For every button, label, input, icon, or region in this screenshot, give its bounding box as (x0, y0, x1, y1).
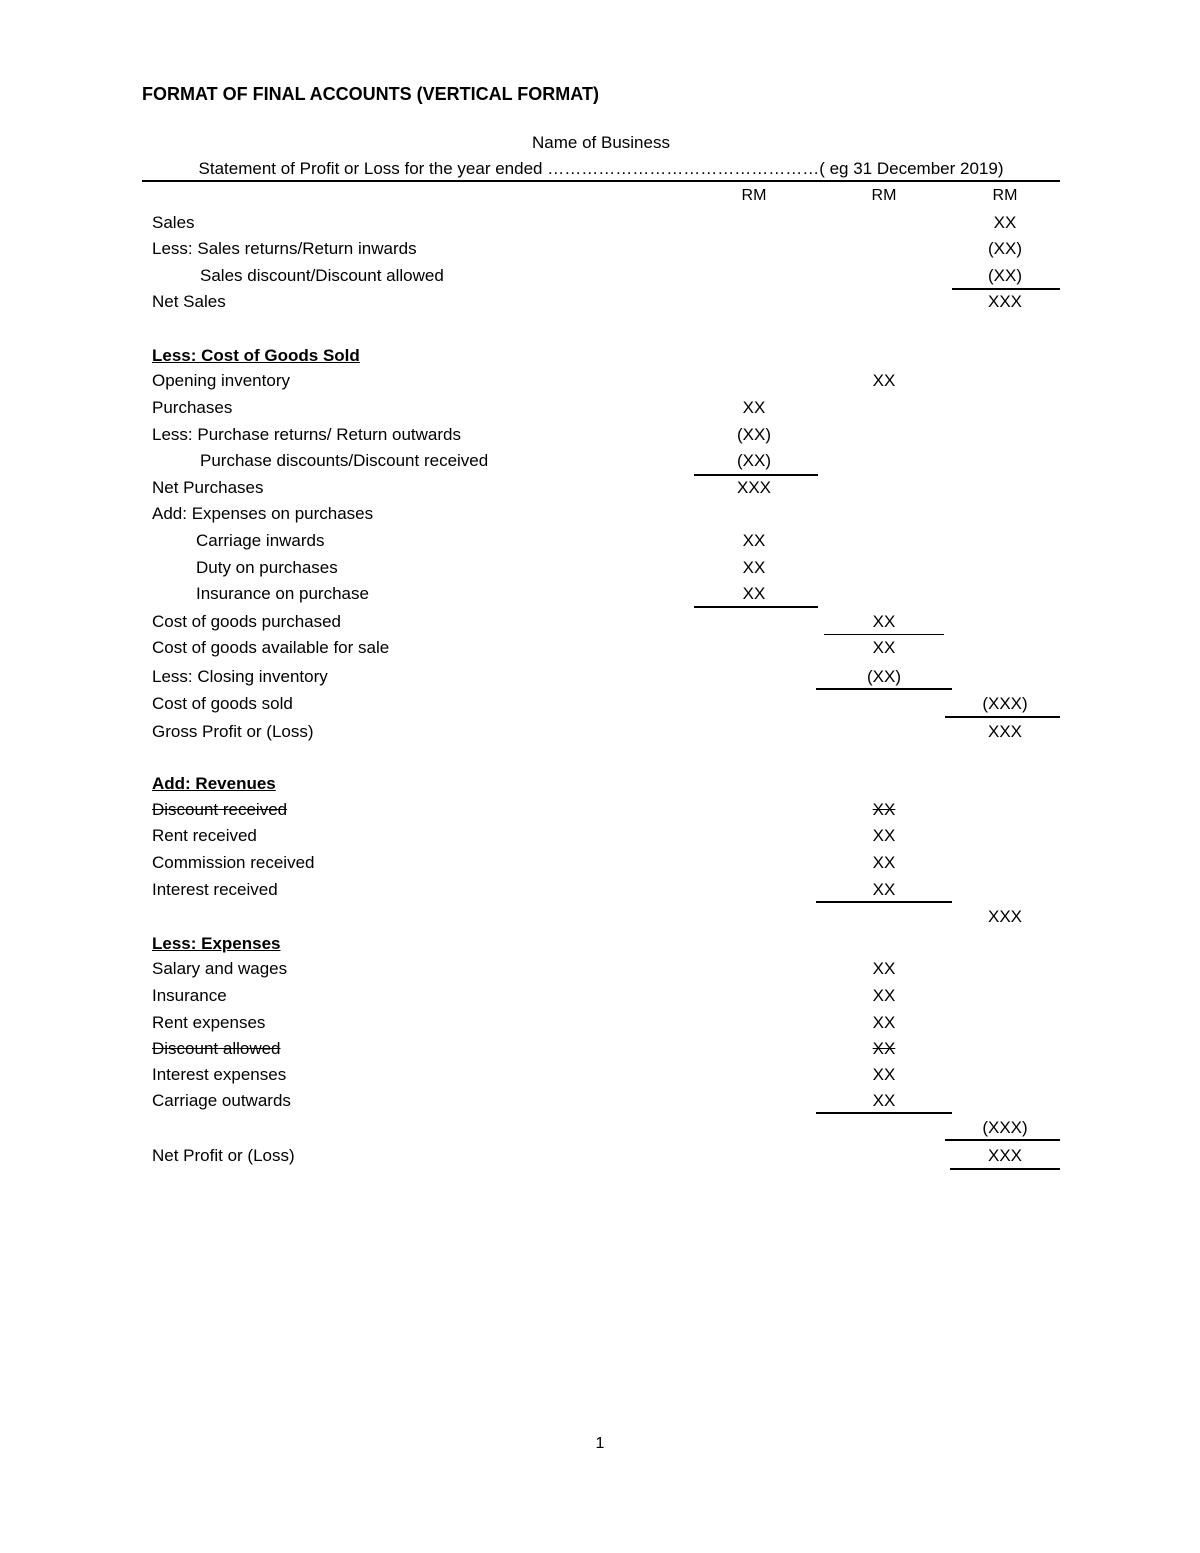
row-amount-c2: XX (872, 638, 896, 657)
row-amount-c3: XXX (987, 907, 1023, 926)
table-row (0, 1065, 1200, 1091)
total-rule (816, 688, 952, 690)
table-row (0, 959, 1200, 985)
row-amount-c2: XX (872, 371, 896, 390)
column-header-rm-1: RM (741, 187, 767, 204)
row-label: Discount received (152, 800, 288, 819)
row-amount-c2: XX (872, 1065, 896, 1084)
row-amount-c2: XX (872, 853, 896, 872)
document-title: FORMAT OF FINAL ACCOUNTS (VERTICAL FORMAT) (142, 84, 599, 104)
row-label: Interest expenses (152, 1065, 287, 1084)
total-rule (950, 1168, 1060, 1170)
table-row (0, 1039, 1200, 1065)
section-heading: Less: Cost of Goods Sold (152, 346, 360, 365)
row-label: Cost of goods sold (152, 694, 293, 713)
table-row (0, 478, 1200, 504)
section-heading: Less: Expenses (152, 934, 281, 953)
row-amount-c2: XX (872, 612, 896, 631)
row-amount-c1: XX (742, 531, 766, 550)
section-heading: Add: Revenues (152, 774, 276, 793)
row-amount-c1: XX (742, 398, 766, 417)
row-label: Rent expenses (152, 1013, 266, 1032)
row-amount-c2: XX (872, 986, 896, 1005)
table-row (0, 907, 1200, 933)
row-amount-c2: XX (872, 826, 896, 845)
row-amount-c2: (XX) (867, 667, 901, 686)
table-row (0, 451, 1200, 477)
row-label: Carriage outwards (152, 1091, 291, 1110)
table-row (0, 504, 1200, 530)
row-amount-c2: XX (872, 800, 896, 819)
row-label: Less: Closing inventory (152, 667, 328, 686)
table-row (0, 239, 1200, 265)
row-amount-c2: XX (872, 1013, 896, 1032)
table-row (0, 292, 1200, 318)
total-rule (945, 716, 1060, 718)
total-rule (816, 1112, 952, 1114)
row-label: Add: Expenses on purchases (152, 504, 374, 523)
row-label: Gross Profit or (Loss) (152, 722, 314, 741)
row-label: Less: Purchase returns/ Return outwards (152, 425, 461, 444)
total-rule (694, 606, 818, 608)
row-label: Insurance (152, 986, 227, 1005)
row-label: Carriage inwards (196, 531, 325, 550)
row-amount-c1: XX (742, 584, 766, 603)
business-name: Name of Business (532, 133, 670, 152)
row-amount-c1: (XX) (737, 451, 771, 470)
table-row (0, 398, 1200, 424)
total-rule (824, 634, 944, 635)
row-label: Less: Sales returns/Return inwards (152, 239, 417, 258)
row-amount-c1: XXX (736, 478, 772, 497)
table-row (0, 774, 1200, 800)
table-row (0, 638, 1200, 664)
row-label: Sales (152, 213, 195, 232)
table-row (0, 346, 1200, 372)
row-label: Net Profit or (Loss) (152, 1146, 295, 1165)
table-row (0, 722, 1200, 748)
row-amount-c3: XXX (987, 722, 1023, 741)
table-row (0, 558, 1200, 584)
row-label: Duty on purchases (196, 558, 338, 577)
column-header-rm-2: RM (871, 187, 897, 204)
total-rule (816, 901, 952, 903)
row-label: Insurance on purchase (196, 584, 369, 603)
row-amount-c3: XX (993, 213, 1017, 232)
table-row (0, 1013, 1200, 1039)
table-row (0, 425, 1200, 451)
row-amount-c2: XX (872, 1039, 896, 1058)
table-row (0, 213, 1200, 239)
row-amount-c2: XX (872, 880, 896, 899)
row-amount-c1: (XX) (737, 425, 771, 444)
table-row (0, 800, 1200, 826)
row-label: Opening inventory (152, 371, 290, 390)
table-row (0, 612, 1200, 638)
row-label: Salary and wages (152, 959, 288, 978)
table-row (0, 986, 1200, 1012)
table-row (0, 826, 1200, 852)
page-number: 1 (595, 1435, 605, 1452)
row-label: Interest received (152, 880, 278, 899)
table-row (0, 531, 1200, 557)
table-row (0, 584, 1200, 610)
row-label: Discount allowed (152, 1039, 281, 1058)
row-amount-c2: XX (872, 1091, 896, 1110)
statement-title: Statement of Profit or Loss for the year ended …………………………………………( eg 31 December 2019) (142, 159, 1060, 182)
row-amount-c2: XX (872, 959, 896, 978)
row-label: Net Purchases (152, 478, 264, 497)
total-rule (945, 1139, 1060, 1141)
row-amount-c3: (XX) (988, 266, 1022, 285)
table-row (0, 667, 1200, 693)
row-label: Purchase discounts/Discount received (200, 451, 489, 470)
column-header-rm-3: RM (992, 187, 1018, 204)
row-amount-c3: XXX (987, 1146, 1023, 1165)
row-label: Purchases (152, 398, 233, 417)
table-row (0, 1091, 1200, 1117)
table-row (0, 880, 1200, 906)
row-amount-c3: XXX (987, 292, 1023, 311)
row-label: Net Sales (152, 292, 226, 311)
row-amount-c1: XX (742, 558, 766, 577)
row-label: Sales discount/Discount allowed (200, 266, 444, 285)
table-row (0, 371, 1200, 397)
total-rule (952, 288, 1060, 290)
row-label: Rent received (152, 826, 257, 845)
total-rule (694, 474, 818, 476)
row-amount-c3: (XXX) (982, 694, 1028, 713)
row-label: Commission received (152, 853, 315, 872)
row-label: Cost of goods purchased (152, 612, 342, 631)
row-label: Cost of goods available for sale (152, 638, 390, 657)
table-row (0, 853, 1200, 879)
row-amount-c3: (XX) (988, 239, 1022, 258)
row-amount-c3: (XXX) (982, 1118, 1028, 1137)
table-row (0, 934, 1200, 960)
